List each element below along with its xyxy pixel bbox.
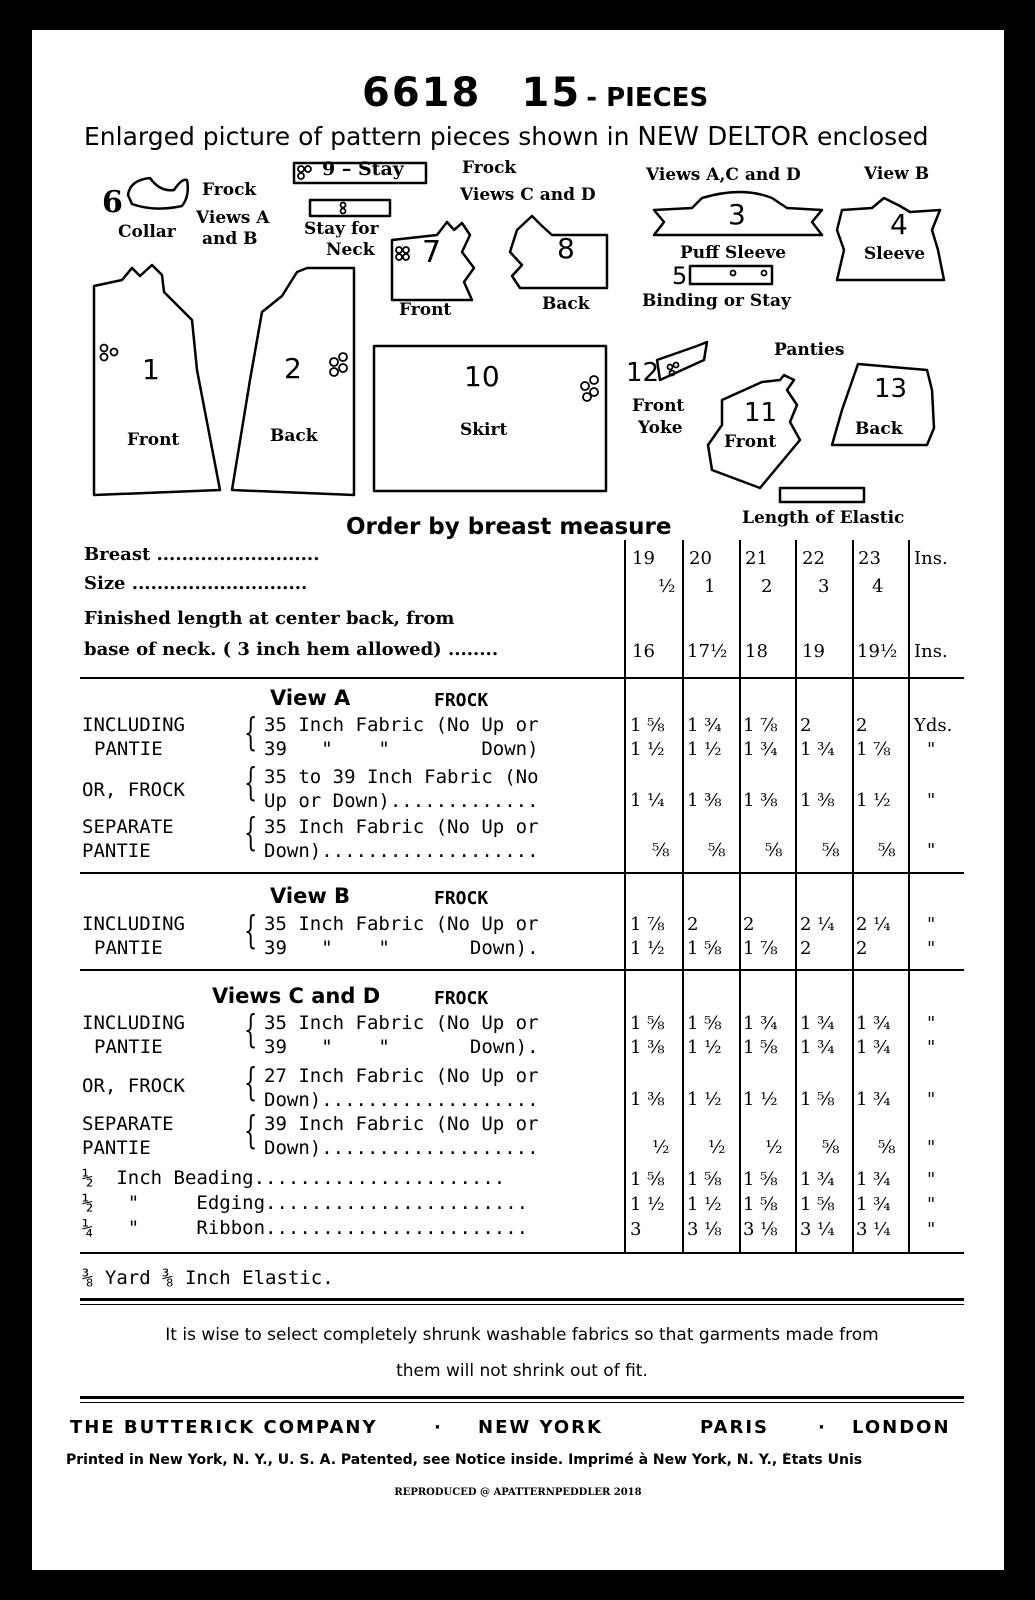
double-rule-bottom-2 bbox=[80, 1402, 964, 1403]
piece-13-number: 13 bbox=[874, 374, 908, 404]
piece-9-label: 9 – Stay bbox=[322, 158, 404, 180]
view-cd-row-6: Down)................... bbox=[264, 1137, 539, 1159]
footer-paris: PARIS bbox=[700, 1417, 769, 1438]
table-rule-4 bbox=[80, 1252, 964, 1254]
view-b-pantie: PANTIE bbox=[94, 937, 163, 959]
order-title: Order by breast measure bbox=[346, 514, 672, 540]
view-a-separate: SEPARATE bbox=[82, 816, 174, 838]
view-cd-yardage: ½ bbox=[765, 1137, 783, 1158]
front-yoke-shape bbox=[657, 342, 707, 380]
view-b-yardage: 2 bbox=[856, 938, 868, 959]
piece-13-label: Back bbox=[855, 419, 903, 439]
view-cd-pantie: PANTIE bbox=[94, 1036, 163, 1058]
ditto-mark: " bbox=[927, 914, 936, 935]
view-b-yardage: 2 ¼ bbox=[800, 914, 835, 935]
footer-new-york: NEW YORK bbox=[478, 1417, 603, 1438]
brace: { bbox=[244, 760, 258, 804]
piece-6-note-3: and B bbox=[202, 229, 258, 249]
col-line-2 bbox=[682, 540, 684, 1252]
subtitle-brand: NEW DELTOR bbox=[637, 122, 809, 152]
ditto-mark: " bbox=[927, 1219, 936, 1240]
piece-6-number: 6 bbox=[102, 185, 123, 220]
table-rule-3 bbox=[80, 969, 964, 971]
double-rule-top-1 bbox=[80, 1298, 964, 1301]
breast-value: 20 bbox=[689, 548, 712, 569]
trim-beading-value: 1 ⅝ bbox=[687, 1169, 722, 1190]
view-a-yardage: 1 ⅝ bbox=[630, 715, 665, 736]
view-a-yardage: ⅝ bbox=[708, 840, 726, 861]
view-b-label: View B bbox=[864, 164, 930, 184]
breast-value: 23 bbox=[858, 548, 881, 569]
length-label-2: base of neck. ( 3 inch hem allowed) ........ bbox=[84, 639, 499, 660]
trim-edging-value: 1 ¾ bbox=[856, 1194, 891, 1215]
footer-reproduced: REPRODUCED @ APATTERNPEDDLER 2018 bbox=[394, 1487, 642, 1498]
double-rule-top-2 bbox=[80, 1304, 964, 1305]
view-cd-yardage: ⅝ bbox=[878, 1137, 896, 1158]
trim-ribbon-value: 3 ¼ bbox=[856, 1219, 891, 1240]
panties-label: Panties bbox=[774, 340, 845, 360]
col-line-6 bbox=[908, 540, 910, 1252]
piece-2-number: 2 bbox=[284, 352, 302, 385]
view-cd-yardage: 1 ½ bbox=[687, 1089, 722, 1110]
view-a-including: INCLUDING bbox=[82, 714, 185, 736]
view-b-yardage: 2 bbox=[800, 938, 812, 959]
length-value: 19½ bbox=[857, 641, 898, 662]
view-cd-including: INCLUDING bbox=[82, 1012, 185, 1034]
view-a-yardage: ⅝ bbox=[765, 840, 783, 861]
view-b-row-2: 39 " " Down). bbox=[264, 937, 539, 959]
breast-value: 22 bbox=[802, 548, 825, 569]
view-b-row-1: 35 Inch Fabric (No Up or bbox=[264, 913, 539, 935]
ditto-mark: " bbox=[927, 1037, 936, 1058]
brace: { bbox=[244, 1108, 258, 1152]
view-a-or-frock: OR, FROCK bbox=[82, 779, 185, 801]
footer-printed: Printed in New York, N. Y., U. S. A. Patented, see Notice inside. Imprimé à New York, N. Y., États Unis bbox=[66, 1452, 863, 1468]
elastic-shape bbox=[780, 488, 864, 502]
view-cd-yardage: 1 ⅜ bbox=[630, 1089, 665, 1110]
brace: { bbox=[244, 908, 258, 952]
view-a-yardage: 2 bbox=[856, 715, 868, 736]
view-a-pantie: PANTIE bbox=[94, 738, 163, 760]
size-value: 4 bbox=[872, 576, 884, 597]
size-value: 2 bbox=[761, 576, 773, 597]
view-b-yardage: 2 bbox=[687, 914, 699, 935]
length-label-1: Finished length at center back, from bbox=[84, 608, 455, 629]
view-a-yardage: 1 ⅜ bbox=[800, 790, 835, 811]
footer-dot-2: · bbox=[818, 1417, 825, 1438]
col-line-1 bbox=[624, 540, 626, 1252]
view-b-yardage: 1 ⅞ bbox=[630, 914, 665, 935]
length-value: 19 bbox=[802, 641, 825, 662]
footer-company: THE BUTTERICK COMPANY bbox=[70, 1417, 378, 1438]
collar-piece-shape bbox=[128, 178, 188, 209]
ditto-mark: " bbox=[927, 1089, 936, 1110]
size-value: ½ bbox=[658, 576, 676, 597]
view-a-yardage: ⅝ bbox=[878, 840, 896, 861]
breast-unit: Ins. bbox=[914, 548, 948, 569]
view-a-title: View A bbox=[270, 686, 351, 710]
trim-edging-value: 1 ⅝ bbox=[743, 1194, 778, 1215]
view-a-row-4: Up or Down)............. bbox=[264, 790, 539, 812]
elastic-note: ⅜ Yard ⅜ Inch Elastic. bbox=[82, 1267, 334, 1289]
stay-neck-label-2: Neck bbox=[326, 240, 375, 260]
trim-beading-value: 1 ⅝ bbox=[743, 1169, 778, 1190]
brace: { bbox=[244, 710, 258, 754]
view-cd-yardage: ½ bbox=[708, 1137, 726, 1158]
trim-ribbon-value: 3 ¼ bbox=[800, 1219, 835, 1240]
view-a-row-6: Down)................... bbox=[264, 840, 539, 862]
subtitle-lead: Enlarged picture of pattern pieces shown in bbox=[84, 122, 630, 151]
piece-7-number: 7 bbox=[422, 235, 442, 270]
col-line-5 bbox=[852, 540, 854, 1252]
view-a-yardage: 1 ⅜ bbox=[743, 790, 778, 811]
piece-6-label: Collar bbox=[118, 222, 176, 242]
view-cd-yardage: 1 ⅝ bbox=[687, 1013, 722, 1034]
col-line-4 bbox=[795, 540, 797, 1252]
view-a-yardage: 1 ½ bbox=[687, 739, 722, 760]
piece-2-label: Back bbox=[270, 426, 318, 446]
view-cd-frock: FROCK bbox=[434, 988, 489, 1009]
brace: { bbox=[244, 810, 258, 854]
view-cd-row-4: Down)................... bbox=[264, 1089, 539, 1111]
view-a-yardage: 2 bbox=[800, 715, 812, 736]
view-cd-row-1: 35 Inch Fabric (No Up or bbox=[264, 1012, 539, 1034]
view-a-yardage: 1 ¾ bbox=[800, 739, 835, 760]
view-cd-yardage: 1 ¾ bbox=[800, 1013, 835, 1034]
view-a-sep-pantie: PANTIE bbox=[82, 840, 151, 862]
view-cd-yardage: ½ bbox=[652, 1137, 670, 1158]
brace: { bbox=[244, 1060, 258, 1104]
size-value: 3 bbox=[818, 576, 830, 597]
trim-edging-value: 1 ⅝ bbox=[800, 1194, 835, 1215]
ditto-mark: " bbox=[927, 1169, 936, 1190]
piece-1-number: 1 bbox=[142, 353, 160, 386]
view-a-unit: Yds. bbox=[914, 715, 953, 736]
piece-7-label: Front bbox=[399, 300, 452, 320]
view-a-frock: FROCK bbox=[434, 690, 489, 711]
view-cd-row-2: 39 " " Down). bbox=[264, 1036, 539, 1058]
piece-12-number: 12 bbox=[626, 358, 660, 388]
notice-line-1: It is wise to select completely shrunk washable fabrics so that garments made from bbox=[165, 1325, 879, 1345]
length-unit: Ins. bbox=[914, 641, 948, 662]
trim-edging-value: 1 ½ bbox=[687, 1194, 722, 1215]
piece-5-number: 5 bbox=[672, 262, 688, 290]
view-b-including: INCLUDING bbox=[82, 913, 185, 935]
piece-12-label-1: Front bbox=[632, 396, 685, 416]
view-b-yardage: 1 ½ bbox=[630, 938, 665, 959]
trim-ribbon-value: 3 ⅛ bbox=[743, 1219, 778, 1240]
view-cd-yardage: 1 ⅝ bbox=[743, 1037, 778, 1058]
view-a-row-5: 35 Inch Fabric (No Up or bbox=[264, 816, 539, 838]
ditto-mark: " bbox=[927, 840, 936, 861]
trim-beading-value: 1 ¾ bbox=[800, 1169, 835, 1190]
pattern-number: 6618 bbox=[362, 70, 482, 116]
breast-label: Breast .......................... bbox=[84, 544, 320, 565]
view-a-yardage: ⅝ bbox=[652, 840, 670, 861]
piece-6-note-2: Views A bbox=[196, 208, 270, 228]
elastic-label: Length of Elastic bbox=[742, 508, 905, 528]
brace: { bbox=[244, 1007, 258, 1051]
view-cd-yardage: 1 ¾ bbox=[856, 1013, 891, 1034]
view-cd-yardage: 1 ½ bbox=[743, 1089, 778, 1110]
frock-cd-label-2: Views C and D bbox=[460, 185, 596, 205]
view-a-yardage: 1 ½ bbox=[630, 739, 665, 760]
breast-value: 19 bbox=[632, 548, 655, 569]
breast-value: 21 bbox=[745, 548, 768, 569]
view-b-yardage: 2 bbox=[743, 914, 755, 935]
trim-ribbon-value: 3 ⅛ bbox=[687, 1219, 722, 1240]
view-cd-yardage: 1 ¾ bbox=[856, 1089, 891, 1110]
view-cd-yardage: 1 ⅜ bbox=[630, 1037, 665, 1058]
pattern-envelope-sheet bbox=[32, 30, 1004, 1570]
pieces-count: 15 bbox=[521, 70, 582, 116]
view-cd-sep-pantie: PANTIE bbox=[82, 1137, 151, 1159]
piece-8-number: 8 bbox=[557, 232, 575, 265]
view-a-yardage: 1 ⅞ bbox=[743, 715, 778, 736]
stay-neck-label-1: Stay for bbox=[304, 219, 379, 239]
piece-8-label: Back bbox=[542, 294, 590, 314]
frock-cd-label-1: Frock bbox=[462, 158, 517, 178]
table-rule-2 bbox=[80, 872, 964, 874]
view-b-yardage: 2 ¼ bbox=[856, 914, 891, 935]
view-cd-yardage: 1 ⅝ bbox=[630, 1013, 665, 1034]
view-b-title: View B bbox=[270, 884, 351, 908]
view-cd-yardage: 1 ¾ bbox=[856, 1037, 891, 1058]
piece-11-number: 11 bbox=[744, 398, 778, 428]
view-cd-or-frock: OR, FROCK bbox=[82, 1075, 185, 1097]
view-a-row-1: 35 Inch Fabric (No Up or bbox=[264, 714, 539, 736]
stay-neck-shape bbox=[310, 200, 390, 216]
subtitle-tail: enclosed bbox=[816, 122, 929, 151]
view-a-yardage: 1 ⅜ bbox=[687, 790, 722, 811]
view-b-yardage: 1 ⅞ bbox=[743, 938, 778, 959]
view-cd-row-5: 39 Inch Fabric (No Up or bbox=[264, 1113, 539, 1135]
piece-11-label: Front bbox=[724, 432, 777, 452]
col-line-3 bbox=[739, 540, 741, 1252]
piece-12-label-2: Yoke bbox=[638, 418, 683, 438]
ditto-mark: " bbox=[927, 1013, 936, 1034]
view-a-yardage: 1 ½ bbox=[856, 790, 891, 811]
view-cd-yardage: 1 ¾ bbox=[743, 1013, 778, 1034]
trim-beading-value: 1 ⅝ bbox=[630, 1169, 665, 1190]
table-rule-1 bbox=[80, 677, 964, 679]
piece-10-number: 10 bbox=[464, 360, 500, 393]
view-cd-yardage: 1 ⅝ bbox=[800, 1089, 835, 1110]
notice-line-2: them will not shrink out of fit. bbox=[396, 1361, 648, 1381]
view-a-yardage: 1 ¾ bbox=[687, 715, 722, 736]
piece-3-number: 3 bbox=[728, 198, 746, 231]
piece-1-label: Front bbox=[127, 430, 180, 450]
view-cd-title: Views C and D bbox=[212, 984, 381, 1008]
footer-dot-1: · bbox=[434, 1417, 441, 1438]
length-value: 18 bbox=[745, 641, 768, 662]
trim-beading: ½ Inch Beading...................... bbox=[82, 1167, 506, 1189]
trim-ribbon-value: 3 bbox=[630, 1219, 642, 1240]
ditto-mark: " bbox=[927, 938, 936, 959]
view-a-row-3: 35 to 39 Inch Fabric (No bbox=[264, 766, 539, 788]
piece-4-label: Sleeve bbox=[864, 244, 926, 264]
trim-beading-value: 1 ¾ bbox=[856, 1169, 891, 1190]
view-b-yardage: 1 ⅝ bbox=[687, 938, 722, 959]
view-a-yardage: 1 ¼ bbox=[630, 790, 665, 811]
view-a-row-2: 39 " " Down) bbox=[264, 738, 539, 760]
piece-5-label: Binding or Stay bbox=[642, 291, 791, 311]
ditto-mark: " bbox=[927, 1137, 936, 1158]
ditto-mark: " bbox=[927, 739, 936, 760]
piece-4-number: 4 bbox=[890, 208, 908, 241]
size-label: Size ............................ bbox=[84, 573, 308, 594]
trim-ribbon: ¼ " Ribbon....................... bbox=[82, 1217, 529, 1239]
views-acd-label: Views A,C and D bbox=[646, 165, 801, 185]
length-value: 16 bbox=[632, 641, 655, 662]
view-cd-yardage: 1 ¾ bbox=[800, 1037, 835, 1058]
size-value: 1 bbox=[704, 576, 716, 597]
ditto-mark: " bbox=[927, 1194, 936, 1215]
view-a-yardage: 1 ⅞ bbox=[856, 739, 891, 760]
pieces-word: - PIECES bbox=[586, 83, 709, 113]
view-cd-yardage: ⅝ bbox=[822, 1137, 840, 1158]
piece-10-label: Skirt bbox=[460, 420, 508, 440]
piece-6-note-1: Frock bbox=[202, 180, 257, 200]
view-cd-separate: SEPARATE bbox=[82, 1113, 174, 1135]
length-value: 17½ bbox=[687, 641, 728, 662]
double-rule-bottom-1 bbox=[80, 1396, 964, 1399]
view-cd-row-3: 27 Inch Fabric (No Up or bbox=[264, 1065, 539, 1087]
view-cd-yardage: 1 ½ bbox=[687, 1037, 722, 1058]
trim-edging-value: 1 ½ bbox=[630, 1194, 665, 1215]
piece-3-label: Puff Sleeve bbox=[680, 243, 787, 263]
view-b-frock: FROCK bbox=[434, 888, 489, 909]
view-a-yardage: 1 ¾ bbox=[743, 739, 778, 760]
ditto-mark: " bbox=[927, 790, 936, 811]
view-a-yardage: ⅝ bbox=[822, 840, 840, 861]
trim-edging: ½ " Edging....................... bbox=[82, 1192, 529, 1214]
footer-london: LONDON bbox=[852, 1417, 951, 1438]
